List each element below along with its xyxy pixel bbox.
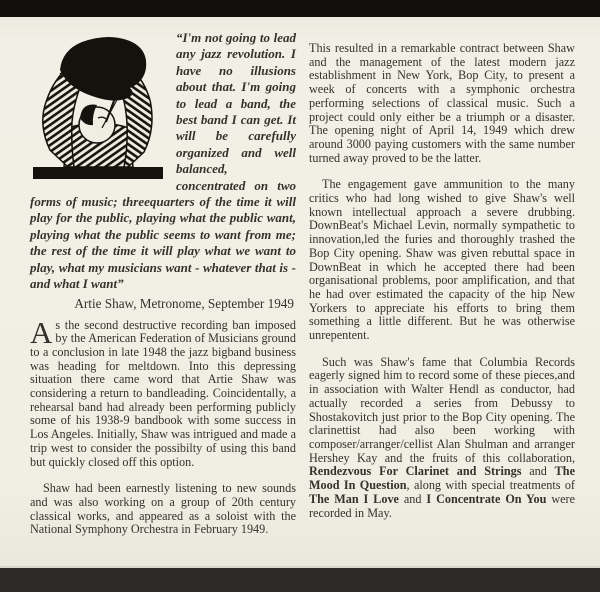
drop-cap: A	[30, 314, 53, 350]
paragraph-critics: The engagement gave ammunition to the many critics who had long wished to give Shaw's well known intellectual approach a severe drubbing. DownBeat's Michael Levin, normally sympathetic to innovation,led the furies and thoroughly trashed the Bop City opening. Shaw was given rebuttal space in DownBeat in which he accepted there had been organisational problems, poor amplification, and that he had over estimated the capacity of the hip New Yorkers to appreciate his efforts to bring them something a little different. But he was otherwise unrepentent.	[309, 177, 575, 343]
text-columns	[30, 27, 575, 537]
paragraph-bop-city: This resulted in a remarkable contract between Shaw and the management of the latest modern jazz establishment in New York, Bop City, to present a week of concerts with a symphonic orchestra performing selections of classical music. Such a project could only either be a triumph or a disaster. The opening night of April 14, 1949 which drew around 3000 paying customers with the same number turned away proved to be the latter.	[309, 41, 575, 165]
top-border-band	[0, 0, 600, 17]
woodcut-illustration-svg	[30, 30, 167, 187]
right-column	[309, 27, 575, 537]
pull-quote: “I'm not going to lead any jazz revolution. I have no illusions about that. I'm going to lead a band, the best band I can get. It will be carefully organized and well balanced, concentrated on two forms of music; threequarters of the time it will play for the public, playing what the public want, playing what the public seems to want from me; the rest of the time it will play what we want to play, what my musicians want - whatever that is - and what I want”	[30, 30, 296, 292]
quote-attribution: Artie Shaw, Metronome, September 1949	[74, 295, 294, 311]
song-title: The Mood In Question	[309, 464, 575, 493]
text-run: were recorded in May.	[309, 491, 575, 520]
paragraph-columbia	[309, 356, 575, 520]
song-title: Rendezvous For Clarinet and Strings	[309, 464, 522, 479]
text-run: Such was Shaw's fame that Columbia Records eagerly signed him to record some of these pieces,and in association with Walter Hendl as conductor, had actually recorded a series from Debussy to Shostakovitch just prior to the Bop City opening. The clarinettist had also been working with composer/arranger/cellist Alan Shulman and arranger Hershey Kay and the fruits of this collaboration,	[309, 354, 575, 465]
paragraph-history-2: Shaw had been earnestly listening to new sounds and was also working on a group of 20th century classical works, and appeared as a soloist with the National Symphony Orchestra in February 1949.	[30, 481, 296, 537]
text-run: and	[521, 464, 555, 479]
song-title: I Concentrate On You	[426, 491, 547, 506]
bottom-border-band	[0, 566, 600, 592]
paragraph-text: s the second destructive recording ban imposed by the American Federation of Musicians ground to a conclusion in late 1948 the jazz bigband business was heading for meltdown. Into this depressing situation there came word that Artie Shaw was considering a return to bandleading. Coincidentally, a rehearsal band had already been performing publicly some of his 1938-9 bandbook with some success in Los Angeles. Initially, Shaw was intrigued and made a trip west to consider the possibilty of using this band but quickly closed off this option.	[30, 317, 296, 469]
paragraph-history-1	[30, 314, 296, 470]
woodcut-horn-player-illustration	[30, 30, 167, 187]
text-run: , along with special treatments of	[406, 478, 575, 493]
text-run: and	[398, 491, 427, 506]
left-column	[30, 27, 296, 537]
song-title: The Man I Love	[309, 491, 399, 506]
